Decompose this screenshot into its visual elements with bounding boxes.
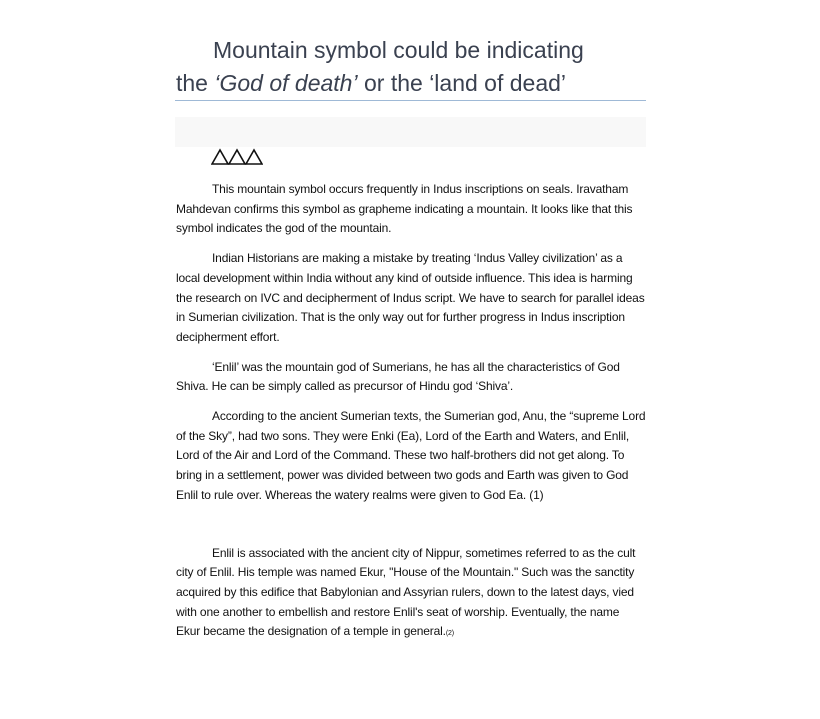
title-line-1: Mountain symbol could be indicating bbox=[213, 37, 584, 63]
paragraph-nippur-text: Enlil is associated with the ancient city of Nippur, sometimes referred to as the cult city of Enlil. His temple was named Ekur, "House of the Mountain." Such was the sanctity acquired by this edifice that Babylonian and Assyrian rulers, down to the latest days, vied with one another to embellish and restore Enlil's seat of worship. Eventually, the name Ekur became the designation of a temple in general. bbox=[176, 545, 636, 639]
page-title bbox=[176, 34, 646, 100]
title-underline bbox=[175, 100, 646, 101]
footnote-reference: (2) bbox=[445, 630, 454, 638]
paragraph-indian-historians: Indian Historians are making a mistake by treating ‘Indus Valley civilization’ as a local development within India without any kind of outside influence. This idea is harming the research on IVC and decipherment of Indus script. We have to search for parallel ideas in Sumerian civilization. That is the only way out for further progress in Indus inscription decipherment effort. bbox=[176, 251, 645, 344]
blank-band bbox=[175, 117, 646, 147]
title-emphasis: ‘God of death’ bbox=[214, 70, 358, 96]
document-body bbox=[176, 180, 646, 654]
triple-mountain-glyph-icon bbox=[211, 148, 263, 166]
title-line-2-suffix: or the ‘land of dead’ bbox=[357, 70, 567, 96]
paragraph-enlil-shiva: ‘Enlil’ was the mountain god of Sumerians, he has all the characteristics of God Shiva. He can be simply called as precursor of Hindu god ‘Shiva’. bbox=[176, 359, 620, 394]
paragraph-sumerian-texts: According to the ancient Sumerian texts, the Sumerian god, Anu, the “supreme Lord of the Sky”, had two sons. They were Enki (Ea), Lord of the Earth and Waters, and Enlil, Lord of the Air and Lord of the Command. These two half-brothers did not get along. To bring in a settlement, power was divided between two gods and Earth was given to God Enlil to rule over. Whereas the watery realms were given to God Ea. (1) bbox=[176, 409, 646, 502]
title-line-2 bbox=[176, 67, 646, 100]
title-line-2-prefix: the bbox=[176, 70, 215, 96]
paragraph-nippur bbox=[176, 544, 646, 645]
paragraph-mountain-symbol: This mountain symbol occurs frequently in Indus inscriptions on seals. Iravatham Mahdevan confirms this symbol as grapheme indicating a mountain. It looks like that this symbol indicates the god of the mountain. bbox=[176, 182, 633, 236]
